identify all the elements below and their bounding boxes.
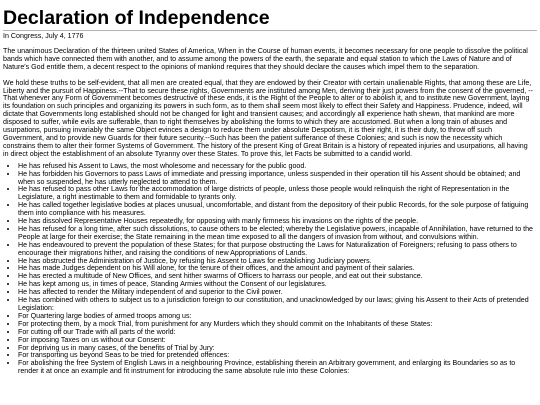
grievance-item: • He has obstructed the Administration of Justice, by refusing his Assent to Laws for establishing Judiciary powers.	[18, 258, 533, 266]
grievance-item: • For abolishing the free System of English Laws in a neighbouring Province, establishing therein an Arbitrary government, and enlarging its Boundaries so as to render it at once an example and fit instrument for introducing the same absolute rule into these Colonies:	[18, 360, 533, 376]
grievance-item: • He has refused for a long time, after such dissolutions, to cause others to be elected; whereby the Legislative powers, incapable of Annihilation, have returned to the People at large for their exercise; the State remaining in the mean time exposed to all the dangers of invasion from without, and convulsions within.	[18, 226, 533, 242]
grievance-item: • He has refused his Assent to Laws, the most wholesome and necessary for the public good.	[18, 163, 533, 171]
grievance-item: • He has refused to pass other Laws for the accommodation of large districts of people, unless those people would relinquish the right of Representation in the Legislature, a right inestimable to them and formidable to tyrants only.	[18, 186, 533, 202]
truths-paragraph: We hold these truths to be self-evident, that all men are created equal, that they are endowed by their Creator with certain unalienable Rights, that among these are Life, Liberty and the pursuit of Happiness.--That to secure these rights, Governments are instituted among Men, deriving their just powers from the consent of the governed, --That whenever any Form of Government becomes destructive of these ends, it is the Right of the People to alter or to abolish it, and to institute new Government, laying its foundation on such principles and organizing its powers in such form, as to them shall seem most likely to effect their Safety and Happiness. Prudence, indeed, will dictate that Governments long established should not be changed for light and transient causes; and accordingly all experience hath shewn, that mankind are more disposed to suffer, while evils are sufferable, than to right themselves by abolishing the forms to which they are accustomed. But when a long train of abuses and usurpations, pursuing invariably the same Object evinces a design to reduce them under absolute Despotism, it is their right, it is their duty, to throw off such Government, and to provide new Guards for their future security.--Such has been the patient sufferance of these Colonies; and such is now the necessity which constrains them to alter their former Systems of Government. The history of the present King of Great Britain is a history of repeated injuries and usurpations, all having in direct object the establishment of an absolute Tyranny over these States. To prove this, let Facts be submitted to a candid world.	[3, 78, 533, 158]
grievance-item: • For depriving us in many cases, of the benefits of Trial by Jury:	[18, 345, 533, 353]
title-divider	[3, 30, 537, 31]
grievance-item: • He has combined with others to subject us to a jurisdiction foreign to our constitution, and unacknowledged by our laws; giving his Assent to their Acts of pretended Legislation:	[18, 297, 533, 313]
grievance-item: • He has called together legislative bodies at places unusual, uncomfortable, and distant from the depository of their public Records, for the sole purpose of fatiguing them into compliance with his measures.	[18, 202, 533, 218]
dateline: In Congress, July 4, 1776	[3, 32, 84, 40]
grievance-item: • For protecting them, by a mock Trial, from punishment for any Murders which they should commit on the Inhabitants of these States:	[18, 321, 533, 329]
grievance-item: • He has affected to render the Military independent of and superior to the Civil power.	[18, 289, 533, 297]
page-title: Declaration of Independence	[3, 7, 270, 29]
grievance-item: • He has dissolved Representative Houses repeatedly, for opposing with manly firmness his invasions on the rights of the people.	[18, 218, 533, 226]
grievance-item: • For imposing Taxes on us without our Consent:	[18, 337, 533, 345]
grievance-item: • He has kept among us, in times of peace, Standing Armies without the Consent of our legislatures.	[18, 281, 533, 289]
grievances-list	[3, 163, 533, 376]
grievance-item: • For cutting off our Trade with all parts of the world:	[18, 329, 533, 337]
intro-paragraph: The unanimous Declaration of the thirteen united States of America, When in the Course of human events, it becomes necessary for one people to dissolve the political bands which have connected them with another, and to assume among the powers of the earth, the separate and equal station to which the Laws of Nature and of Nature's God entitle them, a decent respect to the opinions of mankind requires that they should declare the causes which impel them to the separation.	[3, 46, 528, 71]
grievance-item: • He has forbidden his Governors to pass Laws of immediate and pressing importance, unless suspended in their operation till his Assent should be obtained; and when so suspended, he has utterly neglected to attend to them.	[18, 171, 533, 187]
grievance-item: • For Quartering large bodies of armed troops among us:	[18, 313, 533, 321]
grievance-item: • He has endeavoured to prevent the population of these States; for that purpose obstructing the Laws for Naturalization of Foreigners; refusing to pass others to encourage their migrations hither, and raising the conditions of new Appropriations of Lands.	[18, 242, 533, 258]
grievance-item: • He has erected a multitude of New Offices, and sent hither swarms of Officers to harrass our people, and eat out their substance.	[18, 273, 533, 281]
grievance-item: • For transporting us beyond Seas to be tried for pretended offences:	[18, 352, 533, 360]
document-body	[3, 33, 533, 376]
grievance-item: • He has made Judges dependent on his Will alone, for the tenure of their offices, and the amount and payment of their salaries.	[18, 265, 533, 273]
